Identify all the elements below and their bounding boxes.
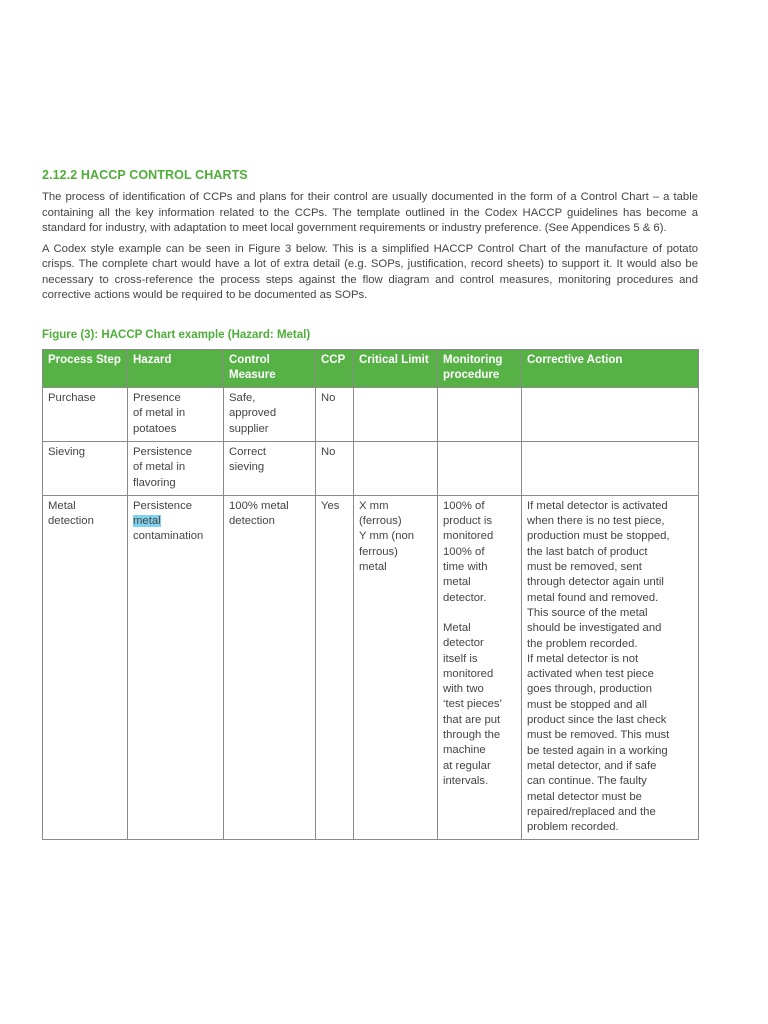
cell-hazard — [128, 441, 224, 495]
table-row — [43, 441, 699, 495]
cell-critical-limit — [354, 495, 438, 840]
cell-line: must be removed. This must — [527, 729, 670, 742]
cell-process-step — [43, 441, 128, 495]
header-monitoring — [438, 349, 522, 388]
cell-line: through detector again until — [527, 576, 664, 589]
header-hazard: Hazard — [128, 349, 224, 388]
cell-line: machine — [443, 744, 486, 757]
cell-line: This source of the metal — [527, 606, 648, 619]
cell-line: Y mm (non — [359, 530, 415, 543]
header-line: Measure — [229, 368, 276, 381]
table-row — [43, 495, 699, 840]
cell-line: when there is no test piece, — [527, 515, 665, 528]
cell-hazard — [128, 495, 224, 840]
cell-line: Correct — [229, 445, 267, 458]
intro-paragraph: The process of identification of CCPs and plans for their control are usually documented in the form of a Control Chart – a table containing all the key information related to the CCPs. The template outlined in the Codex HACCP guidelines has become a standard for industry, with adaptation to meet local government requirements or industry preference. (See Appendices 5 & 6). — [42, 191, 698, 234]
header-line: Control — [229, 353, 270, 366]
cell-ccp: No — [316, 441, 354, 495]
cell-line: at regular — [443, 759, 491, 772]
header-line: procedure — [443, 368, 500, 381]
cell-control-measure — [224, 495, 316, 840]
cell-ccp: Yes — [316, 495, 354, 840]
haccp-control-chart — [42, 349, 699, 841]
header-control-measure — [224, 349, 316, 388]
header-ccp: CCP — [316, 349, 354, 388]
cell-line: monitored — [443, 667, 494, 680]
cell-line: monitored — [443, 530, 494, 543]
highlighted-word: metal — [133, 515, 161, 528]
cell-line: ‘test pieces’ — [443, 698, 503, 711]
cell-line: Persistence — [133, 499, 193, 512]
cell-line: Metal — [48, 499, 76, 512]
cell-line: 100% of — [443, 545, 485, 558]
cell-control-measure — [224, 388, 316, 442]
cell-line: intervals. — [443, 774, 489, 787]
cell-monitoring — [438, 495, 522, 840]
cell-line: 100% of — [443, 499, 485, 512]
cell-line: itself is — [443, 652, 478, 665]
cell-line: approved — [229, 407, 277, 420]
cell-line: can continue. The faulty — [527, 775, 647, 788]
cell-line: detection — [48, 515, 94, 528]
cell-line: repaired/replaced and the — [527, 805, 656, 818]
header-corrective-action: Corrective Action — [522, 349, 699, 388]
paragraph-gap — [443, 606, 516, 621]
cell-line: 100% metal — [229, 499, 289, 512]
cell-line: metal — [359, 561, 387, 574]
cell-line — [133, 514, 218, 529]
cell-line: time with — [443, 561, 488, 574]
cell-line: be tested again in a working — [527, 744, 668, 757]
section-title: 2.12.2 HACCP CONTROL CHARTS — [42, 168, 248, 182]
cell-line: metal found and removed. — [527, 591, 659, 604]
cell-line: If metal detector is activated — [527, 499, 668, 512]
cell-line: detector. — [443, 591, 487, 604]
header-critical-limit: Critical Limit — [354, 349, 438, 388]
cell-line: supplier — [229, 422, 269, 435]
cell-line: must be removed, sent — [527, 561, 642, 574]
cell-line: Safe, — [229, 392, 256, 405]
cell-critical-limit — [354, 441, 438, 495]
cell-line: the last batch of product — [527, 545, 648, 558]
cell-line: Persistence — [133, 445, 193, 458]
header-process-step: Process Step — [43, 349, 128, 388]
cell-line: ferrous) — [359, 545, 398, 558]
cell-control-measure — [224, 441, 316, 495]
cell-line: Purchase — [48, 392, 96, 405]
cell-line: X mm — [359, 499, 389, 512]
cell-line: of metal in — [133, 407, 186, 420]
cell-corrective-action — [522, 441, 699, 495]
cell-monitoring — [438, 388, 522, 442]
cell-line: of metal in — [133, 461, 186, 474]
cell-line: product is — [443, 515, 492, 528]
cell-line: (ferrous) — [359, 515, 402, 528]
cell-line: flavoring — [133, 476, 176, 489]
cell-line: goes through, production — [527, 683, 652, 696]
table-row — [43, 388, 699, 442]
cell-ccp: No — [316, 388, 354, 442]
cell-line: the problem recorded. — [527, 637, 638, 650]
cell-line: activated when test piece — [527, 668, 654, 681]
cell-line: detector — [443, 637, 484, 650]
cell-corrective-action — [522, 495, 699, 840]
cell-line: product since the last check — [527, 714, 667, 727]
cell-corrective-action — [522, 388, 699, 442]
cell-line: potatoes — [133, 422, 177, 435]
cell-line: Metal — [443, 621, 471, 634]
cell-line: that are put — [443, 713, 501, 726]
table-header-row — [43, 349, 699, 388]
cell-hazard — [128, 388, 224, 442]
cell-line: detection — [229, 515, 275, 528]
cell-line: metal detector must be — [527, 790, 642, 803]
cell-line: If metal detector is not — [527, 652, 639, 665]
example-paragraph: A Codex style example can be seen in Figure 3 below. This is a simplified HACCP Control Chart of the manufacture of potato crisps. The complete chart would have a lot of extra detail (e.g. SOPs, justification, record sheets) to support it. It would also be necessary to cross-reference the process steps against the flow diagram and control measures, monitoring procedures and corrective actions would be required to be documented as SOPs. — [42, 242, 698, 301]
cell-monitoring — [438, 441, 522, 495]
cell-line: Presence — [133, 392, 181, 405]
cell-line: metal — [443, 576, 471, 589]
cell-critical-limit — [354, 388, 438, 442]
cell-line: should be investigated and — [527, 622, 662, 635]
header-line: Monitoring — [443, 353, 503, 366]
cell-process-step — [43, 495, 128, 840]
cell-line: with two — [443, 683, 484, 696]
cell-process-step — [43, 388, 128, 442]
cell-line: through the — [443, 729, 501, 742]
cell-line: problem recorded. — [527, 821, 619, 834]
figure-title: Figure (3): HACCP Chart example (Hazard: Metal) — [42, 328, 311, 341]
cell-line: production must be stopped, — [527, 530, 670, 543]
cell-line: contamination — [133, 530, 204, 543]
cell-line: Sieving — [48, 445, 86, 458]
cell-line: metal detector, and if safe — [527, 759, 657, 772]
cell-line: sieving — [229, 461, 265, 474]
cell-line: must be stopped and all — [527, 698, 647, 711]
document-page — [42, 168, 698, 840]
